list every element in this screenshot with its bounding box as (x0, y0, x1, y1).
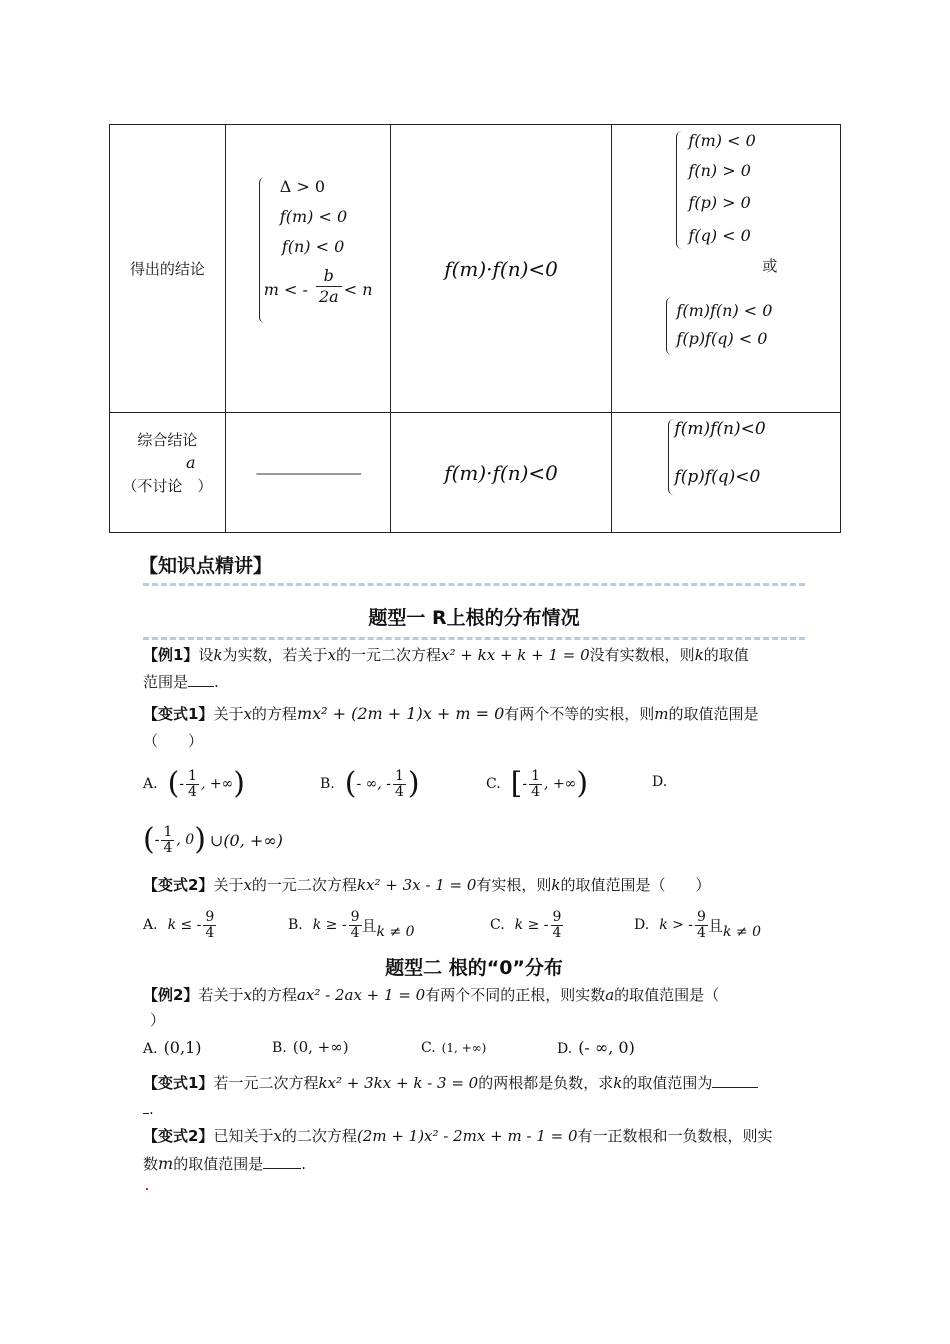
type2-title: 题型二 根的“0”分布 (385, 957, 563, 979)
root-distribution-table (109, 124, 841, 533)
example2-variant1: 【变式1】若一元二次方程kx² + 3kx + k - 3 = 0的两根都是负数，求k的取值范围为 (143, 1074, 823, 1092)
dashed-divider-bottom (143, 637, 805, 640)
example2-option-d[interactable]: D. (- ∞, 0) (557, 1038, 635, 1057)
example2-option-b[interactable]: B. (0, +∞) (272, 1038, 349, 1056)
fmfn-lt0: f(m)f(n) < 0 (676, 301, 773, 320)
fp-gt0: f(p) > 0 (688, 193, 751, 212)
or-label: 或 (762, 257, 778, 275)
cell-summary-none (225, 413, 390, 533)
type1-title: 题型一 R上根的分布情况 (368, 607, 580, 629)
example1-equation: x² + kx + k + 1 = 0 (441, 646, 590, 664)
example2-option-a[interactable]: A. (0,1) (143, 1038, 202, 1057)
example2-variant2-line2: 数m的取值范围是 . (143, 1154, 306, 1173)
section-title: 【知识点精讲】 (139, 555, 273, 577)
summary-note: （不讨论 ） (122, 477, 213, 495)
variant1: 【变式1】关于x的方程mx² + (2m + 1)x + m = 0有两个不等的实根，则m的取值范围是 (143, 704, 759, 723)
summary-fpfq: f(p)f(q)<0 (674, 467, 761, 487)
variant1-option-d[interactable]: ( - $\frac{1}{4}$ , 0 ) ∪(0, +∞) (143, 822, 283, 857)
summary-product: f(m)·f(n)<0 (444, 460, 558, 485)
variant1-paren: （ ） (143, 732, 204, 750)
example2-variant2: 【变式2】已知关于x的二次方程(2m + 1)x² - 2mx + m - 1 = 0有一正数根和一负数根，则实 (143, 1127, 773, 1145)
fm-condition: f(m) < 0 (279, 207, 348, 226)
variant1-option-d-label[interactable]: D. (652, 774, 668, 790)
axis-condition-right: < n (343, 280, 373, 299)
cell-two-intervals (612, 125, 841, 413)
fraction-numerator: b (316, 268, 342, 287)
answer-blank[interactable] (188, 686, 214, 687)
summary-a: a (186, 453, 196, 472)
example1-tag: 【例1】 (143, 646, 199, 664)
summary-label: 综合结论 (137, 431, 198, 449)
cell-summary-two-products (612, 413, 841, 533)
variant2-option-d[interactable]: D. k > - $\frac{9}{4}$ 且 k ≠ 0 (634, 908, 762, 941)
variant2-equation: kx² + 3x - 1 = 0 (356, 876, 477, 894)
fq-lt0: f(q) < 0 (688, 226, 751, 245)
cell-both-roots-interval (225, 125, 390, 413)
fm-lt0: f(m) < 0 (688, 131, 756, 150)
variant1-option-b[interactable]: B. ( - ∞, - $\frac{1}{4}$ ) (320, 766, 420, 801)
cell-summary-product (390, 413, 612, 533)
example2: 【例2】若关于x的方程ax² - 2ax + 1 = 0有两个不同的正根，则实数a的取值范围是（ (143, 986, 720, 1004)
variant2: 【变式2】关于x的一元二次方程kx² + 3x - 1 = 0有实根，则k的取值范围是（ ） (143, 876, 711, 894)
axis-fraction (316, 268, 342, 305)
variant1-equation: mx² + (2m + 1)x + m = 0 (296, 704, 505, 723)
red-dot (146, 1188, 148, 1190)
example2-close: ） (150, 1011, 166, 1029)
fpfq-lt0: f(p)f(q) < 0 (676, 329, 768, 348)
variant1-option-a[interactable]: A. ( - $\frac{1}{4}$ , +∞ ) (143, 766, 245, 801)
fn-gt0: f(n) > 0 (688, 161, 751, 180)
axis-condition-left: m < - (263, 280, 308, 299)
dashed-divider-top (143, 583, 805, 586)
conclusion-label: 得出的结论 (129, 260, 205, 278)
row-label-summary (110, 413, 226, 533)
fraction-denominator: 2a (318, 287, 339, 306)
summary-fmfn: f(m)f(n)<0 (674, 419, 766, 439)
variant2-option-a[interactable]: A. k ≤ - $\frac{9}{4}$ (143, 908, 215, 941)
product-condition: f(m)·f(n)<0 (444, 256, 558, 281)
variant2-option-c[interactable]: C. k ≥ - $\frac{9}{4}$ (490, 908, 562, 941)
variant2-option-b[interactable]: B. k ≥ - $\frac{9}{4}$ 且 k ≠ 0 (288, 908, 415, 941)
example2-option-c[interactable]: C. (1, +∞) (421, 1040, 487, 1056)
example1-line2: 范围是 . (143, 673, 219, 691)
delta-condition: Δ > 0 (279, 177, 326, 196)
summary-dash: ———————— (255, 464, 360, 482)
example2-variant1-equation: kx² + 3kx + k - 3 = 0 (318, 1074, 479, 1092)
row-label-conclusion (110, 125, 226, 413)
example2-variant2-equation: (2m + 1)x² - 2mx + m - 1 = 0 (356, 1127, 578, 1145)
fn-condition: f(n) < 0 (281, 237, 345, 256)
system-brace (259, 177, 270, 323)
cell-one-root-interval (390, 125, 612, 413)
answer-blank[interactable] (712, 1087, 758, 1088)
variant1-option-c[interactable]: C. [ - $\frac{1}{4}$ , +∞ ) (486, 766, 589, 801)
answer-blank[interactable] (263, 1168, 301, 1169)
example1: 【例1】设k为实数，若关于x的一元二次方程x² + kx + k + 1 = 0没有实数根，则k的取值 (143, 646, 749, 664)
example2-variant1-line2: . (143, 1100, 154, 1118)
system-brace-top (676, 131, 687, 249)
example2-equation: ax² - 2ax + 1 = 0 (296, 986, 426, 1004)
